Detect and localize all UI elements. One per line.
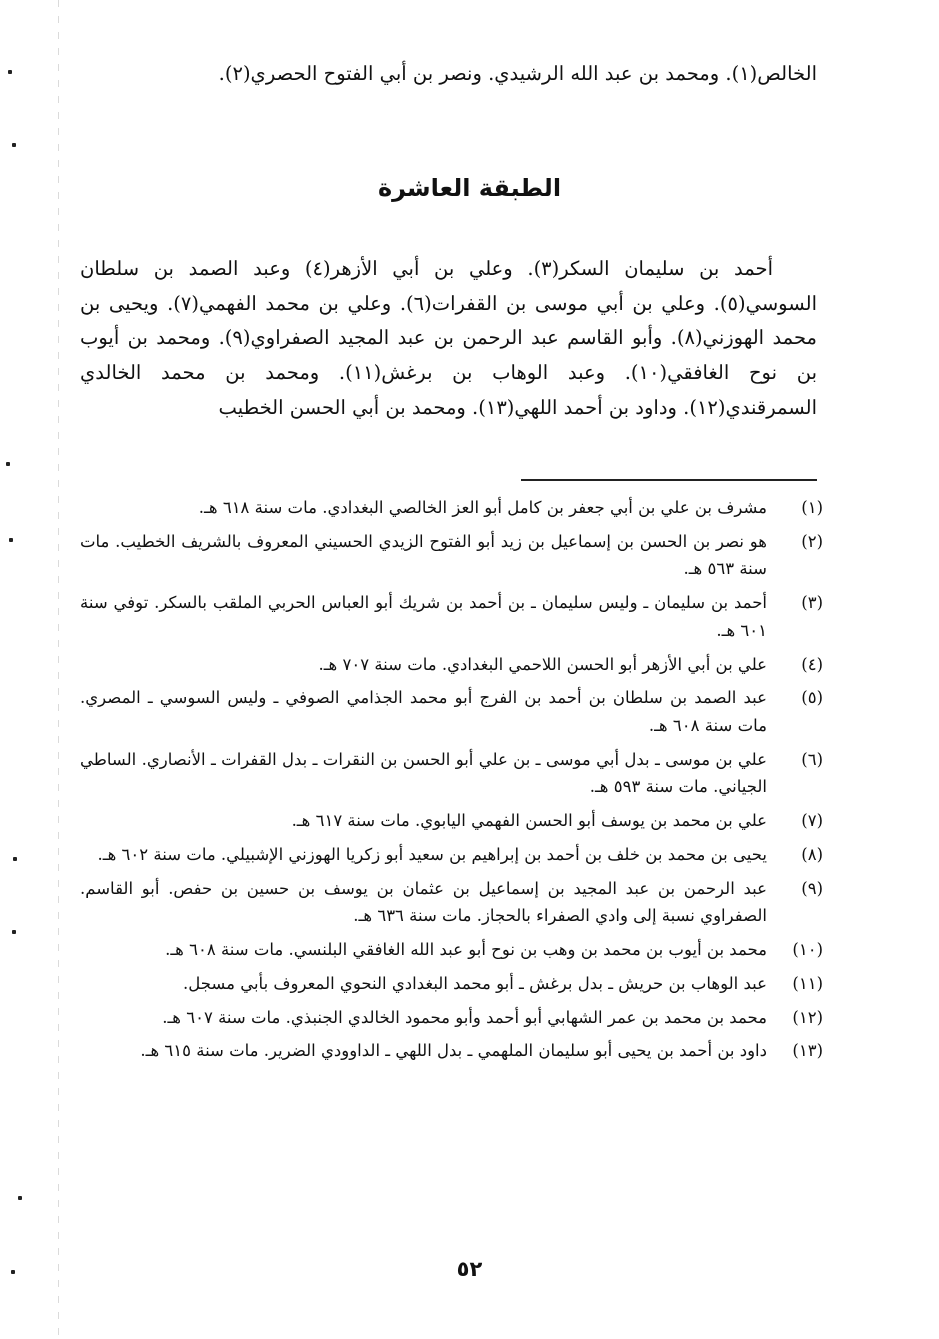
scan-speck: [13, 857, 17, 861]
scan-speck: [9, 538, 13, 542]
footnote-number: (٢): [801, 531, 823, 551]
footnote-7: [80, 807, 823, 835]
footnote-text: عبد الرحمن بن عبد المجيد بن إسماعيل بن عثمان بن يوسف بن حسين بن حفص. أبو القاسم. الصفراوي نسبة إلى وادي الصفراء بالحجاز. مات سنة ٦٣٦ هـ.: [80, 878, 767, 926]
footnote-4: [80, 651, 823, 679]
footnote-separator: [521, 479, 817, 481]
footnote-12: [80, 1004, 823, 1032]
footnote-13: [80, 1037, 823, 1065]
footnote-number: (١٣): [792, 1041, 823, 1061]
footnote-text: عبد الوهاب بن حريش ـ بدل برغش ـ أبو محمد البغدادي النحوي المعروف بأبي مسجل.: [183, 973, 767, 993]
main-paragraph: [80, 252, 817, 426]
footnote-text: أحمد بن سليمان ـ وليس سليمان ـ بن أحمد بن شريك أبو العباس الحربي الملقب بالسكر. توفي سنة ٦٠١ هـ.: [80, 593, 767, 640]
footnote-text: مشرف بن علي بن أبي جعفر بن كامل أبو العز الخالصي البغدادي. مات سنة ٦١٨ هـ.: [198, 498, 767, 517]
footnote-number: (١٢): [792, 1007, 823, 1027]
footnote-text: داود بن أحمد بن يحيى أبو سليمان الملهمي ـ بدل اللهي ـ الداوودي الضرير. مات سنة ٦١٥ هـ.: [140, 1041, 767, 1061]
footnote-1: [80, 494, 823, 522]
scan-speck: [12, 930, 16, 934]
footnote-number: (١): [801, 498, 823, 517]
footnote-5: [80, 684, 823, 739]
footnote-number: (٩): [801, 878, 823, 898]
footnote-10: [80, 936, 823, 964]
footnote-number: (١١): [792, 973, 823, 993]
page-number: ٥٢: [456, 1257, 483, 1281]
footnote-text: محمد بن محمد بن عمر الشهابي أبو أحمد وأبو محمود الخالدي الجنبذي. مات سنة ٦٠٧ هـ.: [162, 1007, 767, 1027]
footnote-8: [80, 841, 823, 869]
footnote-11: [80, 970, 823, 998]
footnote-text: علي بن أبي الأزهر أبو الحسن اللاحمي البغدادي. مات سنة ٧٠٧ هـ.: [318, 654, 767, 674]
footnote-number: (٦): [801, 749, 823, 769]
opening-line: الخالص(١). ومحمد بن عبد الله الرشيدي. ونصر بن أبي الفتوح الحصري(٢).: [218, 62, 817, 85]
footnote-text: هو نصر بن الحسن بن إسماعيل بن زيد أبو الفتوح الزيدي الحسيني المعروف بالشريف الخطيب. مات سنة ٥٦٣ هـ.: [80, 531, 767, 579]
footnotes-list: [80, 494, 823, 1071]
scan-speck: [6, 462, 10, 466]
scan-speck: [8, 70, 12, 74]
footnote-number: (٧): [801, 811, 823, 831]
footnote-9: [80, 875, 823, 930]
footnote-text: يحيى بن محمد بن خلف بن أحمد بن إبراهيم بن سعيد أبو زكريا الهوزني الإشبيلي. مات سنة ٦٠٢ هـ.: [97, 844, 767, 864]
footnote-number: (٥): [801, 688, 823, 708]
footnote-number: (٨): [801, 844, 823, 864]
footnote-text: علي بن محمد بن يوسف أبو الحسن الفهمي اليابوي. مات سنة ٦١٧ هـ.: [291, 811, 767, 831]
main-paragraph-text: أحمد بن سليمان السكر(٣). وعلي بن أبي الأزهر(٤) وعبد الصمد بن سلطان السوسي(٥). وعلي بن أبي موسى بن القفرات(٦). وعلي بن محمد الفهمي(٧). ويحيى بن محمد الهوزني(٨). وأبو القاسم عبد الرحمن بن عبد المجيد الصفراوي(٩). ومحمد بن أيوب بن نوح الغافقي(١٠). وعبد الوهاب بن برغش(١١). ومحمد بن محمد الخالدي السمرقندي(١٢). وداود بن أحمد اللهي(١٣). ومحمد بن أبي الحسن الخطيب: [80, 257, 818, 419]
footnote-6: [80, 746, 823, 801]
footnote-number: (١٠): [792, 940, 823, 960]
scan-speck: [18, 1196, 22, 1200]
footnote-2: [80, 528, 823, 583]
footnote-text: محمد بن أيوب بن محمد بن وهب بن نوح أبو عبد الله الغافقي البلنسي. مات سنة ٦٠٨ هـ.: [165, 940, 767, 960]
scan-speck: [12, 143, 16, 147]
footnote-text: علي بن موسى ـ بدل أبي موسى ـ بن علي أبو الحسن بن النقرات ـ بدل القفرات ـ الأنصاري. الساطي الجياني. مات سنة ٥٩٣ هـ.: [80, 749, 767, 797]
footnote-3: [80, 589, 823, 644]
section-title: الطبقة العاشرة: [377, 174, 562, 202]
footnote-text: عبد الصمد بن سلطان بن أحمد بن الفرج أبو محمد الجذامي الصوفي ـ وليس السوسي ـ المصري. مات سنة ٦٠٨ هـ.: [80, 688, 767, 736]
footnote-number: (٤): [801, 654, 823, 674]
footnote-number: (٣): [801, 593, 823, 613]
